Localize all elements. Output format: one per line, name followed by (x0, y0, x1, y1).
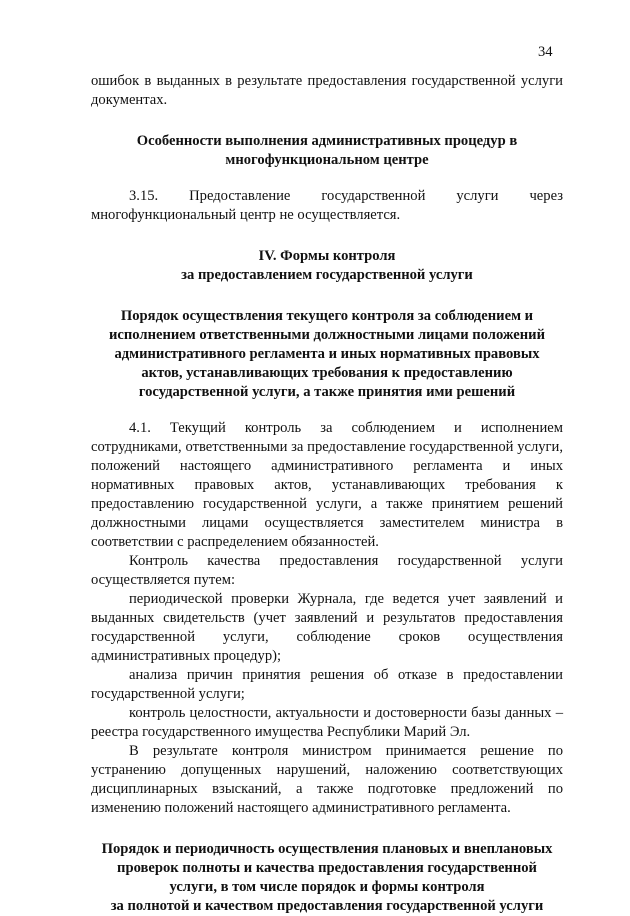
heading-line: административного регламента и иных нормативных правовых (114, 346, 540, 362)
heading-line: IV. Формы контроля (258, 248, 396, 264)
heading-line: услуги, в том числе порядок и формы контроля (169, 879, 485, 895)
heading-chapter-iv (91, 247, 563, 285)
clause-word: государственной (321, 188, 426, 204)
paragraph-4-1: 4.1. Текущий контроль за соблюдением и исполнением сотрудниками, ответственными за предоставление государственной услуги, положений настоящего административного регламента и иных нормативных правовых актов, устанавливающих требования к предоставлению государственной услуги, а также принятием решений должностными лицами осуществляется заместителем министра в соответствии с распределением обязанностей. (91, 420, 563, 550)
heading-line: проверок полноты и качества предоставления государственной (117, 860, 537, 876)
heading-line: многофункциональном центре (225, 152, 429, 168)
clause-word: Предоставление (189, 188, 291, 204)
heading-line: государственной услуги, а также принятия ими решений (138, 384, 516, 400)
clause-number: 3.15. (129, 188, 159, 204)
clause-line: многофункциональный центр не осуществляется. (91, 207, 401, 223)
heading-line: за предоставлением государственной услуги (181, 267, 473, 283)
paragraph-quality-control: Контроль качества предоставления государственной услуги осуществляется путем: (91, 553, 563, 588)
clause-word: через (529, 188, 563, 204)
clause-line (91, 187, 563, 206)
intro-paragraph: ошибок в выданных в результате предоставления государственной услуги документах. (91, 73, 563, 108)
document-body (91, 72, 563, 916)
heading-line: исполнением ответственными должностными лицами положений (109, 327, 545, 343)
heading-current-control (91, 307, 563, 402)
clause-word: услуги (456, 188, 499, 204)
heading-line: за полнотой и качеством предоставления государственной услуги (110, 898, 544, 914)
paragraph-database-control: контроль целостности, актуальности и достоверности базы данных – реестра государственного имущества Республики Марий Эл. (91, 705, 563, 740)
heading-line: Порядок осуществления текущего контроля за соблюдением и (120, 308, 534, 324)
heading-line: актов, устанавливающих требования к предоставлению (141, 365, 513, 381)
heading-line: Порядок и периодичность осуществления плановых и внеплановых (101, 841, 553, 857)
paragraph-journal-check: периодической проверки Журнала, где ведется учет заявлений и выданных свидетельств (учет заявлений и результатов предоставления государственной услуги, соблюдение сроков осуществления административных процедур); (91, 591, 563, 664)
page-number: 34 (538, 44, 553, 60)
paragraph-control-result: В результате контроля министром принимается решение по устранению допущенных нарушений, наложению соответствующих дисциплинарных взысканий, а также подготовке предложений по изменению положений настоящего административного регламента. (91, 743, 563, 816)
paragraph-refusal-analysis: анализа причин принятия решения об отказе в предоставлении государственной услуги; (91, 667, 563, 702)
heading-line: Особенности выполнения административных процедур в (136, 133, 518, 149)
heading-mfc (91, 132, 563, 170)
clause-3-15 (91, 187, 563, 225)
